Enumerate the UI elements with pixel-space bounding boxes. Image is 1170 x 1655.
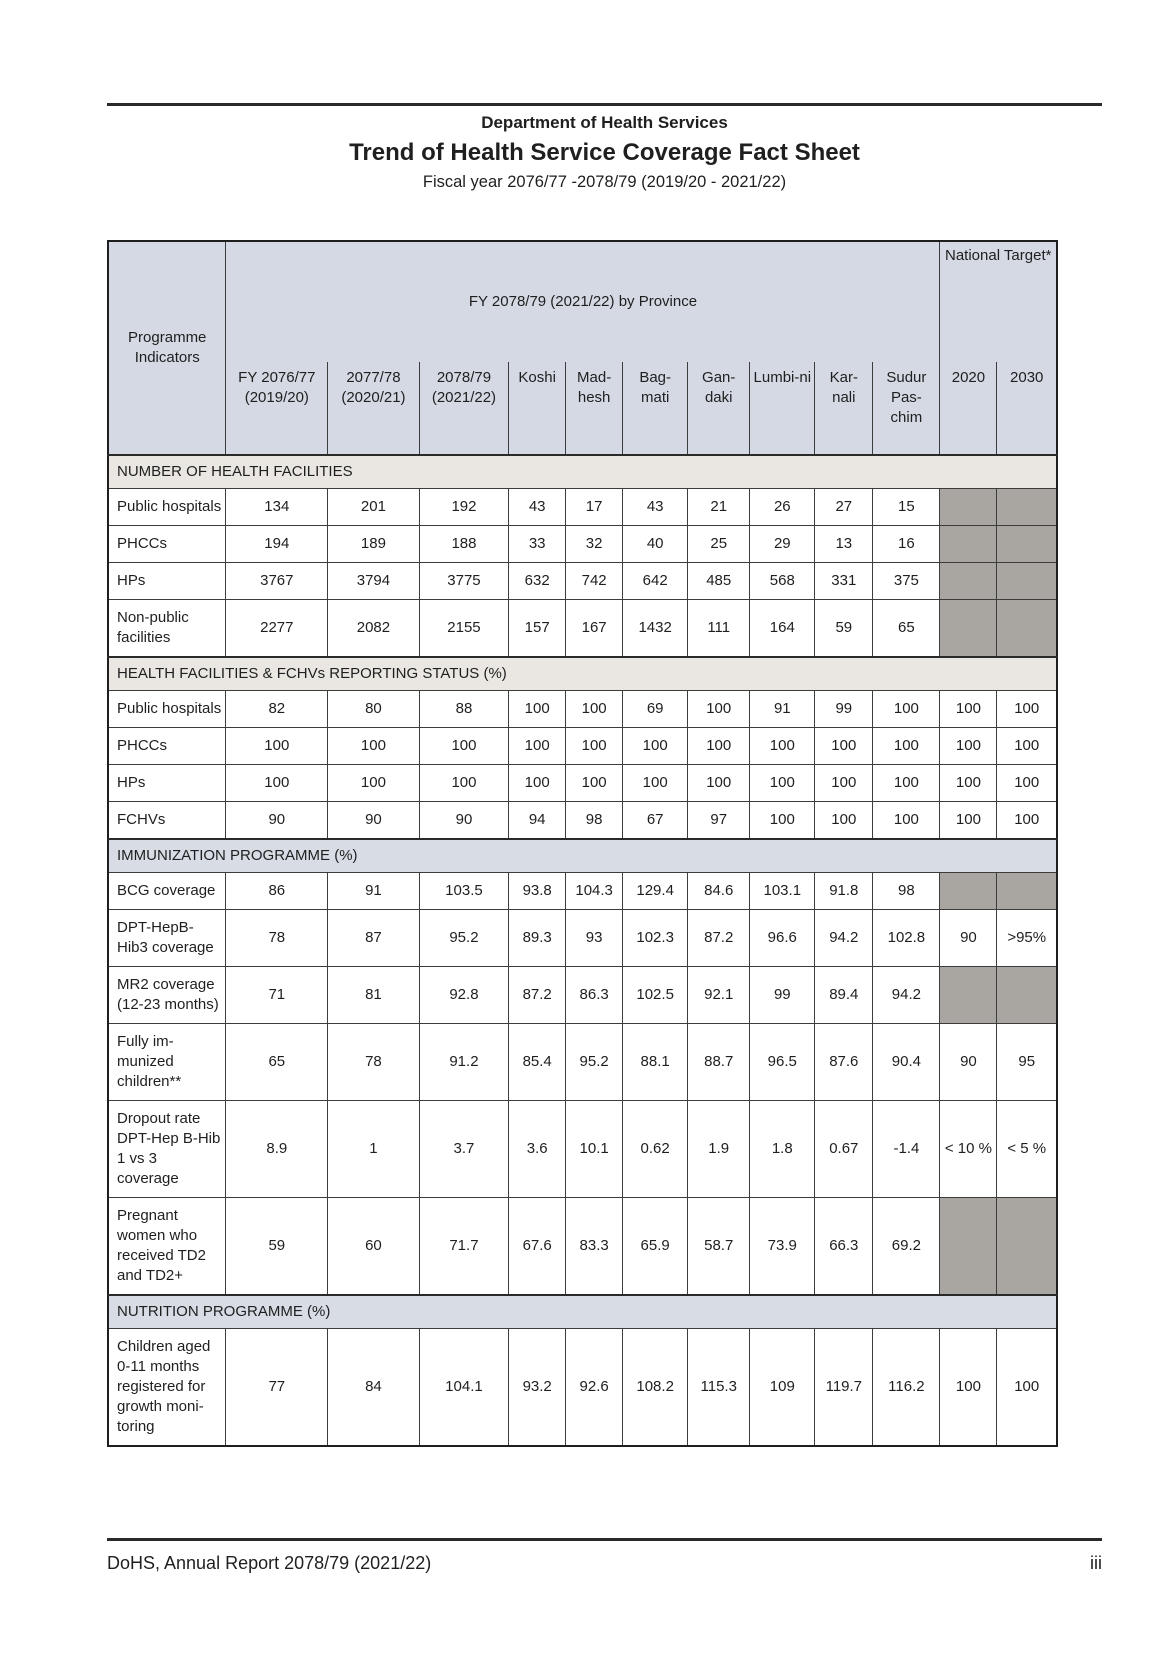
value-cell: 2155 [419,600,509,658]
row-label: Children aged 0-11 months registered for growth moni-toring [108,1329,226,1447]
value-cell: 90 [940,910,997,967]
value-cell: 59 [815,600,873,658]
value-cell: 87.2 [509,967,566,1024]
value-cell: 100 [226,728,328,765]
value-cell: 1.8 [750,1101,815,1198]
value-cell: 0.62 [623,1101,688,1198]
table-row [108,691,1057,728]
value-cell: 91 [328,873,420,910]
column-header: Koshi [509,362,566,455]
value-cell: 3794 [328,563,420,600]
value-cell: 100 [940,1329,997,1447]
value-cell: 115.3 [688,1329,750,1447]
value-cell: 2277 [226,600,328,658]
row-label: Non-public facilities [108,600,226,658]
column-header: 2030 [997,362,1057,455]
value-cell: 100 [566,728,623,765]
value-cell: 100 [328,728,420,765]
footer-report-name: DoHS, Annual Report 2078/79 (2021/22) [107,1553,432,1573]
value-cell: 40 [623,526,688,563]
column-header: Gan-daki [688,362,750,455]
value-cell: 3767 [226,563,328,600]
value-cell: 100 [750,802,815,840]
value-cell: 100 [940,691,997,728]
value-cell: 27 [815,489,873,526]
table-row [108,910,1057,967]
value-cell: 77 [226,1329,328,1447]
value-cell: 66.3 [815,1198,873,1296]
no-data-cell [940,967,997,1024]
value-cell: 88.1 [623,1024,688,1101]
value-cell: 43 [509,489,566,526]
no-data-cell [997,967,1057,1024]
value-cell: 91.8 [815,873,873,910]
value-cell: 129.4 [623,873,688,910]
value-cell: 87.2 [688,910,750,967]
column-header: 2077/78 (2020/21) [328,362,420,455]
value-cell: 17 [566,489,623,526]
value-cell: 90 [328,802,420,840]
value-cell: 90.4 [873,1024,940,1101]
value-cell: 100 [815,765,873,802]
column-header: 2020 [940,362,997,455]
value-cell: 92.8 [419,967,509,1024]
table-row [108,802,1057,840]
no-data-cell [997,526,1057,563]
value-cell: 90 [940,1024,997,1101]
value-cell: 67 [623,802,688,840]
value-cell: 93.8 [509,873,566,910]
column-header-programme-indicators: Programme Indicators [108,241,226,455]
value-cell: 92.6 [566,1329,623,1447]
value-cell: 189 [328,526,420,563]
value-cell: 100 [997,691,1057,728]
value-cell: 43 [623,489,688,526]
value-cell: 100 [750,728,815,765]
row-label: Public hospitals [108,489,226,526]
value-cell: 104.1 [419,1329,509,1447]
value-cell: 65.9 [623,1198,688,1296]
value-cell: 69.2 [873,1198,940,1296]
header-band-row [108,241,1057,362]
value-cell: 16 [873,526,940,563]
table-row [108,765,1057,802]
value-cell: 13 [815,526,873,563]
value-cell: 100 [997,765,1057,802]
value-cell: 642 [623,563,688,600]
column-header: Mad-hesh [566,362,623,455]
value-cell: 91.2 [419,1024,509,1101]
value-cell: 84.6 [688,873,750,910]
value-cell: 632 [509,563,566,600]
value-cell: 10.1 [566,1101,623,1198]
column-header: Kar-nali [815,362,873,455]
table-row [108,563,1057,600]
value-cell: 100 [873,765,940,802]
value-cell: 25 [688,526,750,563]
value-cell: 59 [226,1198,328,1296]
row-label: Dropout rate DPT-Hep B-Hib 1 vs 3 coverage [108,1101,226,1198]
value-cell: 73.9 [750,1198,815,1296]
value-cell: 96.6 [750,910,815,967]
value-cell: 71 [226,967,328,1024]
department-name: Department of Health Services [481,113,728,132]
value-cell: 71.7 [419,1198,509,1296]
value-cell: 93 [566,910,623,967]
value-cell: 100 [997,1329,1057,1447]
value-cell: 192 [419,489,509,526]
row-label: Public hospitals [108,691,226,728]
value-cell: 100 [873,691,940,728]
no-data-cell [997,1198,1057,1296]
value-cell: 134 [226,489,328,526]
row-label: PHCCs [108,728,226,765]
column-header: 2078/79 (2021/22) [419,362,509,455]
value-cell: 88.7 [688,1024,750,1101]
no-data-cell [940,526,997,563]
value-cell: 1.9 [688,1101,750,1198]
value-cell: 91 [750,691,815,728]
value-cell: 100 [815,728,873,765]
value-cell: 3.7 [419,1101,509,1198]
page-title: Trend of Health Service Coverage Fact Sheet [349,139,860,166]
value-cell: 157 [509,600,566,658]
no-data-cell [997,563,1057,600]
value-cell: 99 [815,691,873,728]
value-cell: 100 [509,728,566,765]
value-cell: 0.67 [815,1101,873,1198]
no-data-cell [940,489,997,526]
value-cell: 58.7 [688,1198,750,1296]
value-cell: 485 [688,563,750,600]
value-cell: 111 [688,600,750,658]
value-cell: 201 [328,489,420,526]
value-cell: 164 [750,600,815,658]
value-cell: 100 [997,802,1057,840]
value-cell: 100 [940,728,997,765]
row-label: HPs [108,563,226,600]
value-cell: 375 [873,563,940,600]
value-cell: 96.5 [750,1024,815,1101]
value-cell: 65 [873,600,940,658]
value-cell: 104.3 [566,873,623,910]
row-label: PHCCs [108,526,226,563]
table-row [108,1198,1057,1296]
table-row [108,526,1057,563]
no-data-cell [940,873,997,910]
value-cell: 102.8 [873,910,940,967]
value-cell: 116.2 [873,1329,940,1447]
value-cell: 100 [419,765,509,802]
value-cell: 87.6 [815,1024,873,1101]
value-cell: 99 [750,967,815,1024]
value-cell: 87 [328,910,420,967]
value-cell: 95 [997,1024,1057,1101]
value-cell: 100 [623,765,688,802]
value-cell: 94.2 [815,910,873,967]
value-cell: 103.1 [750,873,815,910]
value-cell: 1432 [623,600,688,658]
value-cell: 100 [688,691,750,728]
page-subtitle: Fiscal year 2076/77 -2078/79 (2019/20 - 2021/22) [422,173,787,191]
table-row [108,967,1057,1024]
value-cell: 97 [688,802,750,840]
value-cell: 29 [750,526,815,563]
value-cell: 100 [688,728,750,765]
column-header: Bag-mati [623,362,688,455]
value-cell: < 5 % [997,1101,1057,1198]
footer-rule [107,1538,1102,1541]
section-header-row [108,657,1057,691]
value-cell: 103.5 [419,873,509,910]
section-title: IMMUNIZATION PROGRAMME (%) [108,839,1057,873]
value-cell: 194 [226,526,328,563]
row-label: Pregnant women who received TD2 and TD2+ [108,1198,226,1296]
row-label: HPs [108,765,226,802]
value-cell: 21 [688,489,750,526]
value-cell: 331 [815,563,873,600]
row-label: MR2 coverage (12-23 months) [108,967,226,1024]
value-cell: 90 [419,802,509,840]
row-label: Fully im-munized children** [108,1024,226,1101]
value-cell: 1 [328,1101,420,1198]
column-header: FY 2076/77 (2019/20) [226,362,328,455]
value-cell: 167 [566,600,623,658]
value-cell: 3775 [419,563,509,600]
value-cell: 78 [226,910,328,967]
value-cell: 81 [328,967,420,1024]
value-cell: 67.6 [509,1198,566,1296]
value-cell: 100 [940,765,997,802]
value-cell: 94.2 [873,967,940,1024]
value-cell: 100 [688,765,750,802]
value-cell: 33 [509,526,566,563]
value-cell: 95.2 [419,910,509,967]
table-body [108,455,1057,1446]
value-cell: 93.2 [509,1329,566,1447]
table-row [108,489,1057,526]
value-cell: 102.3 [623,910,688,967]
value-cell: 92.1 [688,967,750,1024]
value-cell: 82 [226,691,328,728]
table-row [108,873,1057,910]
value-cell: 86.3 [566,967,623,1024]
column-header: Sudur Pas-chim [873,362,940,455]
row-label: BCG coverage [108,873,226,910]
value-cell: 102.5 [623,967,688,1024]
header-subcolumn-row [108,362,1057,455]
value-cell: 109 [750,1329,815,1447]
value-cell: 100 [328,765,420,802]
value-cell: 15 [873,489,940,526]
table-row [108,1329,1057,1447]
value-cell: 100 [566,691,623,728]
no-data-cell [940,563,997,600]
section-title: NUMBER OF HEALTH FACILITIES [108,455,1057,489]
value-cell: 100 [750,765,815,802]
no-data-cell [940,600,997,658]
value-cell: 98 [566,802,623,840]
section-header-row [108,1295,1057,1329]
value-cell: 100 [997,728,1057,765]
fact-sheet-table [107,240,1058,1447]
value-cell: 60 [328,1198,420,1296]
value-cell: 80 [328,691,420,728]
no-data-cell [940,1198,997,1296]
value-cell: 83.3 [566,1198,623,1296]
value-cell: 86 [226,873,328,910]
header-rule [107,103,1102,106]
value-cell: 26 [750,489,815,526]
value-cell: 8.9 [226,1101,328,1198]
value-cell: 100 [623,728,688,765]
value-cell: 88 [419,691,509,728]
value-cell: 98 [873,873,940,910]
column-band-national-target: National Target* [940,241,1057,362]
value-cell: 742 [566,563,623,600]
value-cell: 89.3 [509,910,566,967]
value-cell: 100 [509,691,566,728]
no-data-cell [997,600,1057,658]
value-cell: < 10 % [940,1101,997,1198]
value-cell: 69 [623,691,688,728]
value-cell: 65 [226,1024,328,1101]
value-cell: 100 [873,802,940,840]
value-cell: 100 [566,765,623,802]
value-cell: >95% [997,910,1057,967]
value-cell: 568 [750,563,815,600]
value-cell: -1.4 [873,1101,940,1198]
page-number: iii [1090,1553,1102,1573]
table-row [108,728,1057,765]
value-cell: 94 [509,802,566,840]
value-cell: 3.6 [509,1101,566,1198]
value-cell: 90 [226,802,328,840]
value-cell: 100 [940,802,997,840]
value-cell: 100 [873,728,940,765]
value-cell: 100 [419,728,509,765]
column-header: Lumbi-ni [750,362,815,455]
value-cell: 2082 [328,600,420,658]
value-cell: 100 [815,802,873,840]
value-cell: 78 [328,1024,420,1101]
section-header-row [108,455,1057,489]
row-label: DPT-HepB-Hib3 coverage [108,910,226,967]
no-data-cell [997,489,1057,526]
value-cell: 32 [566,526,623,563]
table-row [108,1024,1057,1101]
value-cell: 119.7 [815,1329,873,1447]
value-cell: 100 [226,765,328,802]
section-header-row [108,839,1057,873]
table-header [108,241,1057,455]
value-cell: 85.4 [509,1024,566,1101]
section-title: NUTRITION PROGRAMME (%) [108,1295,1057,1329]
row-label: FCHVs [108,802,226,840]
no-data-cell [997,873,1057,910]
value-cell: 100 [509,765,566,802]
value-cell: 188 [419,526,509,563]
section-title: HEALTH FACILITIES & FCHVs REPORTING STATUS (%) [108,657,1057,691]
table-row [108,1101,1057,1198]
column-band-fy-by-province: FY 2078/79 (2021/22) by Province [226,241,940,362]
value-cell: 84 [328,1329,420,1447]
value-cell: 95.2 [566,1024,623,1101]
table-row [108,600,1057,658]
value-cell: 108.2 [623,1329,688,1447]
value-cell: 89.4 [815,967,873,1024]
